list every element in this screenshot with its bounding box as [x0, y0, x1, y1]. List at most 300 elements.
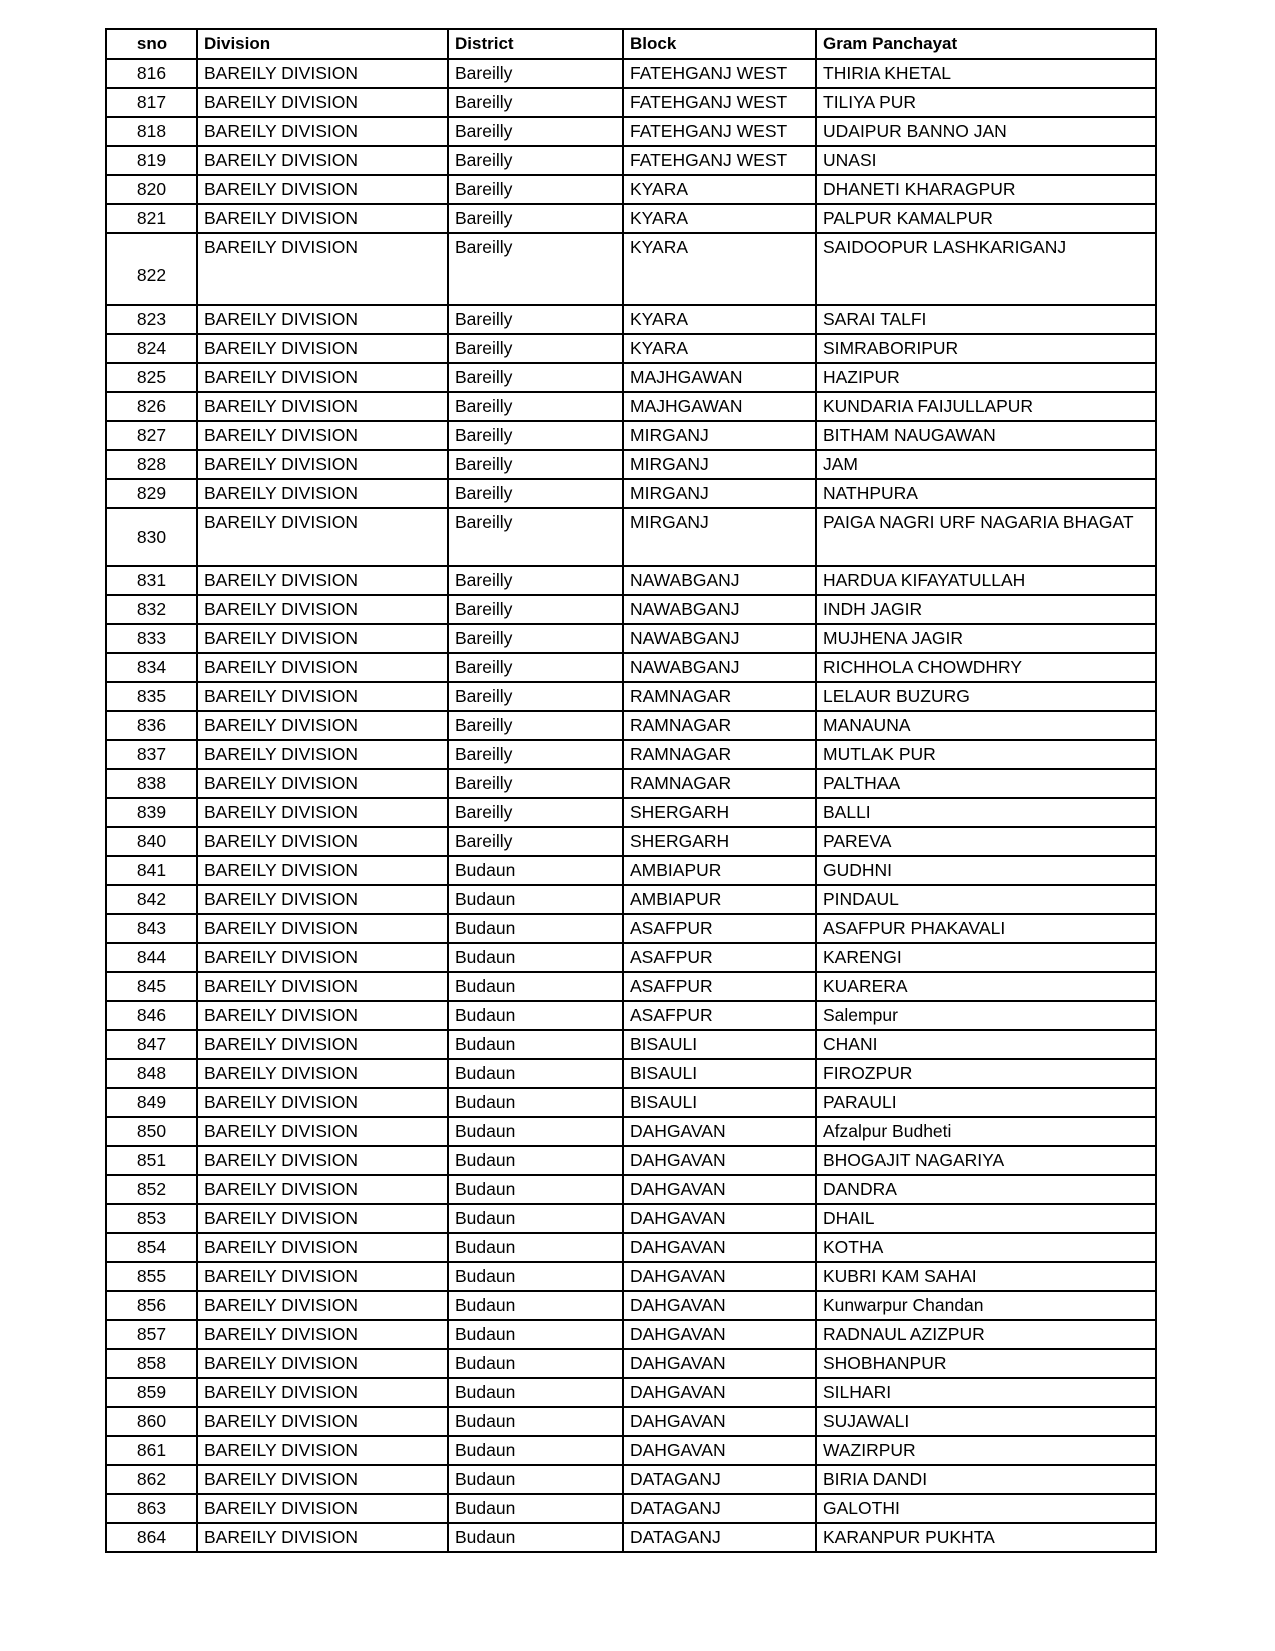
- column-header-district: District: [448, 29, 623, 59]
- cell-gram_panchayat: KARENGI: [816, 943, 1156, 972]
- cell-division: BAREILY DIVISION: [197, 1494, 448, 1523]
- cell-gram_panchayat: Kunwarpur Chandan: [816, 1291, 1156, 1320]
- cell-block: KYARA: [623, 233, 816, 305]
- cell-sno: 858: [106, 1349, 197, 1378]
- cell-sno: 817: [106, 88, 197, 117]
- cell-division: BAREILY DIVISION: [197, 305, 448, 334]
- cell-district: Bareilly: [448, 827, 623, 856]
- cell-block: FATEHGANJ WEST: [623, 146, 816, 175]
- table-row: [106, 1030, 1156, 1059]
- cell-block: MIRGANJ: [623, 479, 816, 508]
- cell-gram_panchayat: PAIGA NAGRI URF NAGARIA BHAGAT: [816, 508, 1156, 566]
- cell-gram_panchayat: HAZIPUR: [816, 363, 1156, 392]
- column-header-gram-panchayat: Gram Panchayat: [816, 29, 1156, 59]
- cell-sno: 826: [106, 392, 197, 421]
- cell-block: RAMNAGAR: [623, 711, 816, 740]
- cell-block: NAWABGANJ: [623, 624, 816, 653]
- cell-sno: 833: [106, 624, 197, 653]
- cell-district: Bareilly: [448, 769, 623, 798]
- cell-division: BAREILY DIVISION: [197, 827, 448, 856]
- cell-gram_panchayat: INDH JAGIR: [816, 595, 1156, 624]
- cell-sno: 831: [106, 566, 197, 595]
- cell-division: BAREILY DIVISION: [197, 1204, 448, 1233]
- cell-division: BAREILY DIVISION: [197, 1407, 448, 1436]
- cell-gram_panchayat: GALOTHI: [816, 1494, 1156, 1523]
- cell-block: BISAULI: [623, 1088, 816, 1117]
- cell-gram_panchayat: PAREVA: [816, 827, 1156, 856]
- cell-sno: 848: [106, 1059, 197, 1088]
- cell-division: BAREILY DIVISION: [197, 740, 448, 769]
- cell-block: NAWABGANJ: [623, 653, 816, 682]
- cell-sno: 825: [106, 363, 197, 392]
- cell-block: FATEHGANJ WEST: [623, 88, 816, 117]
- cell-division: BAREILY DIVISION: [197, 595, 448, 624]
- cell-division: BAREILY DIVISION: [197, 856, 448, 885]
- cell-gram_panchayat: BALLI: [816, 798, 1156, 827]
- cell-block: BISAULI: [623, 1030, 816, 1059]
- cell-district: Bareilly: [448, 798, 623, 827]
- table-header-row: [106, 29, 1156, 59]
- column-header-sno: sno: [106, 29, 197, 59]
- cell-sno: 842: [106, 885, 197, 914]
- table-row: [106, 914, 1156, 943]
- table-row: [106, 1436, 1156, 1465]
- cell-block: DATAGANJ: [623, 1523, 816, 1552]
- cell-sno: 836: [106, 711, 197, 740]
- table-row: [106, 1320, 1156, 1349]
- cell-block: DAHGAVAN: [623, 1320, 816, 1349]
- table-row: [106, 88, 1156, 117]
- cell-district: Budaun: [448, 1204, 623, 1233]
- cell-block: DAHGAVAN: [623, 1233, 816, 1262]
- table-row: [106, 175, 1156, 204]
- cell-block: MAJHGAWAN: [623, 392, 816, 421]
- cell-district: Bareilly: [448, 175, 623, 204]
- cell-district: Bareilly: [448, 117, 623, 146]
- table-row: [106, 1494, 1156, 1523]
- cell-sno: 828: [106, 450, 197, 479]
- cell-district: Bareilly: [448, 624, 623, 653]
- cell-block: ASAFPUR: [623, 1001, 816, 1030]
- cell-district: Bareilly: [448, 88, 623, 117]
- cell-district: Budaun: [448, 1059, 623, 1088]
- cell-gram_panchayat: FIROZPUR: [816, 1059, 1156, 1088]
- cell-gram_panchayat: RADNAUL AZIZPUR: [816, 1320, 1156, 1349]
- cell-division: BAREILY DIVISION: [197, 175, 448, 204]
- cell-block: MIRGANJ: [623, 450, 816, 479]
- cell-district: Budaun: [448, 885, 623, 914]
- cell-gram_panchayat: NATHPURA: [816, 479, 1156, 508]
- cell-block: FATEHGANJ WEST: [623, 117, 816, 146]
- cell-division: BAREILY DIVISION: [197, 233, 448, 305]
- cell-division: BAREILY DIVISION: [197, 363, 448, 392]
- cell-block: DAHGAVAN: [623, 1146, 816, 1175]
- cell-division: BAREILY DIVISION: [197, 566, 448, 595]
- cell-block: DAHGAVAN: [623, 1378, 816, 1407]
- cell-district: Bareilly: [448, 59, 623, 88]
- table-row: [106, 827, 1156, 856]
- cell-block: KYARA: [623, 305, 816, 334]
- table-row: [106, 305, 1156, 334]
- cell-division: BAREILY DIVISION: [197, 682, 448, 711]
- cell-gram_panchayat: KARANPUR PUKHTA: [816, 1523, 1156, 1552]
- cell-block: ASAFPUR: [623, 943, 816, 972]
- cell-sno: 819: [106, 146, 197, 175]
- cell-block: DATAGANJ: [623, 1494, 816, 1523]
- cell-block: DAHGAVAN: [623, 1175, 816, 1204]
- cell-block: BISAULI: [623, 1059, 816, 1088]
- cell-gram_panchayat: SHOBHANPUR: [816, 1349, 1156, 1378]
- cell-division: BAREILY DIVISION: [197, 508, 448, 566]
- cell-sno: 818: [106, 117, 197, 146]
- cell-block: RAMNAGAR: [623, 740, 816, 769]
- table-row: [106, 1233, 1156, 1262]
- cell-sno: 856: [106, 1291, 197, 1320]
- table-body: [106, 59, 1156, 1552]
- cell-district: Budaun: [448, 1436, 623, 1465]
- column-header-block: Block: [623, 29, 816, 59]
- cell-block: SHERGARH: [623, 798, 816, 827]
- cell-division: BAREILY DIVISION: [197, 1088, 448, 1117]
- cell-block: MAJHGAWAN: [623, 363, 816, 392]
- cell-sno: 824: [106, 334, 197, 363]
- cell-gram_panchayat: KUBRI KAM SAHAI: [816, 1262, 1156, 1291]
- cell-gram_panchayat: BHOGAJIT NAGARIYA: [816, 1146, 1156, 1175]
- cell-division: BAREILY DIVISION: [197, 1436, 448, 1465]
- cell-division: BAREILY DIVISION: [197, 117, 448, 146]
- cell-gram_panchayat: DHANETI KHARAGPUR: [816, 175, 1156, 204]
- cell-district: Bareilly: [448, 392, 623, 421]
- cell-block: KYARA: [623, 334, 816, 363]
- cell-division: BAREILY DIVISION: [197, 1291, 448, 1320]
- table-row: [106, 1204, 1156, 1233]
- cell-gram_panchayat: PALPUR KAMALPUR: [816, 204, 1156, 233]
- cell-block: DAHGAVAN: [623, 1204, 816, 1233]
- cell-division: BAREILY DIVISION: [197, 1001, 448, 1030]
- cell-sno: 847: [106, 1030, 197, 1059]
- cell-sno: 862: [106, 1465, 197, 1494]
- cell-block: MIRGANJ: [623, 421, 816, 450]
- cell-district: Bareilly: [448, 682, 623, 711]
- cell-sno: 839: [106, 798, 197, 827]
- table-row: [106, 479, 1156, 508]
- table-row: [106, 59, 1156, 88]
- cell-district: Budaun: [448, 1378, 623, 1407]
- cell-gram_panchayat: SIMRABORIPUR: [816, 334, 1156, 363]
- cell-division: BAREILY DIVISION: [197, 1059, 448, 1088]
- cell-division: BAREILY DIVISION: [197, 1030, 448, 1059]
- cell-sno: 861: [106, 1436, 197, 1465]
- cell-division: BAREILY DIVISION: [197, 1378, 448, 1407]
- column-header-division: Division: [197, 29, 448, 59]
- cell-division: BAREILY DIVISION: [197, 914, 448, 943]
- cell-gram_panchayat: MUTLAK PUR: [816, 740, 1156, 769]
- cell-district: Bareilly: [448, 204, 623, 233]
- cell-district: Budaun: [448, 1175, 623, 1204]
- cell-gram_panchayat: JAM: [816, 450, 1156, 479]
- table-row: [106, 885, 1156, 914]
- table-row: [106, 798, 1156, 827]
- cell-block: DAHGAVAN: [623, 1117, 816, 1146]
- cell-division: BAREILY DIVISION: [197, 885, 448, 914]
- cell-division: BAREILY DIVISION: [197, 653, 448, 682]
- cell-sno: 841: [106, 856, 197, 885]
- cell-sno: 820: [106, 175, 197, 204]
- cell-gram_panchayat: DANDRA: [816, 1175, 1156, 1204]
- cell-district: Budaun: [448, 1494, 623, 1523]
- cell-sno: 850: [106, 1117, 197, 1146]
- cell-sno: 830: [106, 508, 197, 566]
- cell-district: Bareilly: [448, 508, 623, 566]
- cell-district: Bareilly: [448, 450, 623, 479]
- cell-sno: 832: [106, 595, 197, 624]
- cell-sno: 860: [106, 1407, 197, 1436]
- table-row: [106, 856, 1156, 885]
- cell-district: Bareilly: [448, 653, 623, 682]
- cell-block: AMBIAPUR: [623, 856, 816, 885]
- cell-block: DAHGAVAN: [623, 1291, 816, 1320]
- cell-block: FATEHGANJ WEST: [623, 59, 816, 88]
- cell-sno: 846: [106, 1001, 197, 1030]
- cell-gram_panchayat: SUJAWALI: [816, 1407, 1156, 1436]
- cell-gram_panchayat: SARAI TALFI: [816, 305, 1156, 334]
- cell-division: BAREILY DIVISION: [197, 711, 448, 740]
- table-row: [106, 508, 1156, 566]
- cell-gram_panchayat: KUNDARIA FAIJULLAPUR: [816, 392, 1156, 421]
- cell-gram_panchayat: UNASI: [816, 146, 1156, 175]
- cell-district: Budaun: [448, 856, 623, 885]
- cell-gram_panchayat: ASAFPUR PHAKAVALI: [816, 914, 1156, 943]
- cell-sno: 863: [106, 1494, 197, 1523]
- cell-district: Bareilly: [448, 479, 623, 508]
- table-row: [106, 450, 1156, 479]
- table-row: [106, 1001, 1156, 1030]
- table-row: [106, 566, 1156, 595]
- cell-gram_panchayat: HARDUA KIFAYATULLAH: [816, 566, 1156, 595]
- cell-division: BAREILY DIVISION: [197, 88, 448, 117]
- cell-district: Bareilly: [448, 363, 623, 392]
- cell-sno: 834: [106, 653, 197, 682]
- cell-gram_panchayat: BIRIA DANDI: [816, 1465, 1156, 1494]
- cell-division: BAREILY DIVISION: [197, 972, 448, 1001]
- table-row: [106, 1262, 1156, 1291]
- cell-sno: 823: [106, 305, 197, 334]
- cell-division: BAREILY DIVISION: [197, 334, 448, 363]
- cell-district: Budaun: [448, 1233, 623, 1262]
- cell-district: Budaun: [448, 1407, 623, 1436]
- cell-district: Budaun: [448, 1001, 623, 1030]
- cell-sno: 827: [106, 421, 197, 450]
- table-row: [106, 1378, 1156, 1407]
- cell-gram_panchayat: KUARERA: [816, 972, 1156, 1001]
- cell-district: Bareilly: [448, 740, 623, 769]
- cell-district: Budaun: [448, 914, 623, 943]
- gram-panchayat-table: [105, 28, 1157, 1553]
- cell-sno: 838: [106, 769, 197, 798]
- table-header: [106, 29, 1156, 59]
- table-row: [106, 1291, 1156, 1320]
- cell-district: Bareilly: [448, 146, 623, 175]
- cell-division: BAREILY DIVISION: [197, 146, 448, 175]
- cell-gram_panchayat: MUJHENA JAGIR: [816, 624, 1156, 653]
- table-row: [106, 711, 1156, 740]
- cell-division: BAREILY DIVISION: [197, 392, 448, 421]
- table-row: [106, 421, 1156, 450]
- table-row: [106, 117, 1156, 146]
- cell-division: BAREILY DIVISION: [197, 1233, 448, 1262]
- cell-block: SHERGARH: [623, 827, 816, 856]
- cell-district: Bareilly: [448, 421, 623, 450]
- table-row: [106, 1117, 1156, 1146]
- cell-division: BAREILY DIVISION: [197, 204, 448, 233]
- cell-block: DAHGAVAN: [623, 1407, 816, 1436]
- cell-division: BAREILY DIVISION: [197, 1146, 448, 1175]
- cell-district: Bareilly: [448, 566, 623, 595]
- cell-district: Bareilly: [448, 711, 623, 740]
- cell-division: BAREILY DIVISION: [197, 1349, 448, 1378]
- cell-district: Budaun: [448, 972, 623, 1001]
- cell-gram_panchayat: LELAUR BUZURG: [816, 682, 1156, 711]
- cell-gram_panchayat: PINDAUL: [816, 885, 1156, 914]
- cell-division: BAREILY DIVISION: [197, 59, 448, 88]
- cell-block: AMBIAPUR: [623, 885, 816, 914]
- cell-block: NAWABGANJ: [623, 566, 816, 595]
- cell-district: Budaun: [448, 1117, 623, 1146]
- cell-gram_panchayat: Afzalpur Budheti: [816, 1117, 1156, 1146]
- cell-block: RAMNAGAR: [623, 682, 816, 711]
- table-row: [106, 595, 1156, 624]
- cell-block: DAHGAVAN: [623, 1349, 816, 1378]
- table-row: [106, 769, 1156, 798]
- cell-block: RAMNAGAR: [623, 769, 816, 798]
- cell-sno: 857: [106, 1320, 197, 1349]
- table-row: [106, 1175, 1156, 1204]
- cell-sno: 816: [106, 59, 197, 88]
- cell-gram_panchayat: WAZIRPUR: [816, 1436, 1156, 1465]
- table-row: [106, 1407, 1156, 1436]
- table-row: [106, 682, 1156, 711]
- cell-gram_panchayat: PALTHAA: [816, 769, 1156, 798]
- cell-gram_panchayat: GUDHNI: [816, 856, 1156, 885]
- cell-block: ASAFPUR: [623, 914, 816, 943]
- cell-division: BAREILY DIVISION: [197, 1523, 448, 1552]
- cell-gram_panchayat: DHAIL: [816, 1204, 1156, 1233]
- cell-sno: 852: [106, 1175, 197, 1204]
- cell-gram_panchayat: UDAIPUR BANNO JAN: [816, 117, 1156, 146]
- cell-block: KYARA: [623, 175, 816, 204]
- table-row: [106, 1146, 1156, 1175]
- cell-district: Budaun: [448, 1088, 623, 1117]
- cell-division: BAREILY DIVISION: [197, 1175, 448, 1204]
- cell-district: Budaun: [448, 1262, 623, 1291]
- cell-division: BAREILY DIVISION: [197, 450, 448, 479]
- cell-block: DATAGANJ: [623, 1465, 816, 1494]
- cell-district: Bareilly: [448, 334, 623, 363]
- cell-division: BAREILY DIVISION: [197, 479, 448, 508]
- cell-gram_panchayat: CHANI: [816, 1030, 1156, 1059]
- cell-gram_panchayat: MANAUNA: [816, 711, 1156, 740]
- cell-sno: 854: [106, 1233, 197, 1262]
- cell-sno: 821: [106, 204, 197, 233]
- table-row: [106, 146, 1156, 175]
- cell-gram_panchayat: SILHARI: [816, 1378, 1156, 1407]
- cell-block: MIRGANJ: [623, 508, 816, 566]
- cell-district: Budaun: [448, 943, 623, 972]
- cell-gram_panchayat: SAIDOOPUR LASHKARIGANJ: [816, 233, 1156, 305]
- cell-block: ASAFPUR: [623, 972, 816, 1001]
- cell-block: NAWABGANJ: [623, 595, 816, 624]
- cell-district: Bareilly: [448, 595, 623, 624]
- cell-sno: 845: [106, 972, 197, 1001]
- cell-division: BAREILY DIVISION: [197, 1262, 448, 1291]
- cell-district: Budaun: [448, 1030, 623, 1059]
- cell-gram_panchayat: THIRIA KHETAL: [816, 59, 1156, 88]
- cell-block: DAHGAVAN: [623, 1262, 816, 1291]
- table-row: [106, 233, 1156, 305]
- cell-district: Bareilly: [448, 233, 623, 305]
- cell-division: BAREILY DIVISION: [197, 1465, 448, 1494]
- cell-district: Budaun: [448, 1146, 623, 1175]
- cell-district: Budaun: [448, 1349, 623, 1378]
- table-row: [106, 1059, 1156, 1088]
- cell-sno: 844: [106, 943, 197, 972]
- cell-sno: 829: [106, 479, 197, 508]
- cell-gram_panchayat: BITHAM NAUGAWAN: [816, 421, 1156, 450]
- cell-division: BAREILY DIVISION: [197, 943, 448, 972]
- cell-division: BAREILY DIVISION: [197, 769, 448, 798]
- cell-sno: 835: [106, 682, 197, 711]
- cell-division: BAREILY DIVISION: [197, 1320, 448, 1349]
- table-row: [106, 1349, 1156, 1378]
- cell-gram_panchayat: RICHHOLA CHOWDHRY: [816, 653, 1156, 682]
- cell-district: Budaun: [448, 1523, 623, 1552]
- cell-sno: 864: [106, 1523, 197, 1552]
- cell-district: Bareilly: [448, 305, 623, 334]
- table-row: [106, 1523, 1156, 1552]
- cell-block: DAHGAVAN: [623, 1436, 816, 1465]
- cell-sno: 840: [106, 827, 197, 856]
- table-row: [106, 624, 1156, 653]
- cell-sno: 837: [106, 740, 197, 769]
- table-row: [106, 740, 1156, 769]
- cell-gram_panchayat: KOTHA: [816, 1233, 1156, 1262]
- cell-division: BAREILY DIVISION: [197, 421, 448, 450]
- cell-division: BAREILY DIVISION: [197, 798, 448, 827]
- table-row: [106, 943, 1156, 972]
- cell-sno: 849: [106, 1088, 197, 1117]
- cell-sno: 853: [106, 1204, 197, 1233]
- cell-gram_panchayat: TILIYA PUR: [816, 88, 1156, 117]
- cell-district: Budaun: [448, 1465, 623, 1494]
- table-row: [106, 653, 1156, 682]
- table-row: [106, 363, 1156, 392]
- cell-division: BAREILY DIVISION: [197, 624, 448, 653]
- cell-district: Budaun: [448, 1291, 623, 1320]
- cell-sno: 851: [106, 1146, 197, 1175]
- table-row: [106, 1088, 1156, 1117]
- cell-gram_panchayat: Salempur: [816, 1001, 1156, 1030]
- table-row: [106, 204, 1156, 233]
- table-row: [106, 392, 1156, 421]
- gram-panchayat-table-container: [105, 28, 1155, 1553]
- table-row: [106, 972, 1156, 1001]
- cell-division: BAREILY DIVISION: [197, 1117, 448, 1146]
- cell-sno: 843: [106, 914, 197, 943]
- cell-sno: 822: [106, 233, 197, 305]
- table-row: [106, 334, 1156, 363]
- cell-sno: 855: [106, 1262, 197, 1291]
- cell-gram_panchayat: PARAULI: [816, 1088, 1156, 1117]
